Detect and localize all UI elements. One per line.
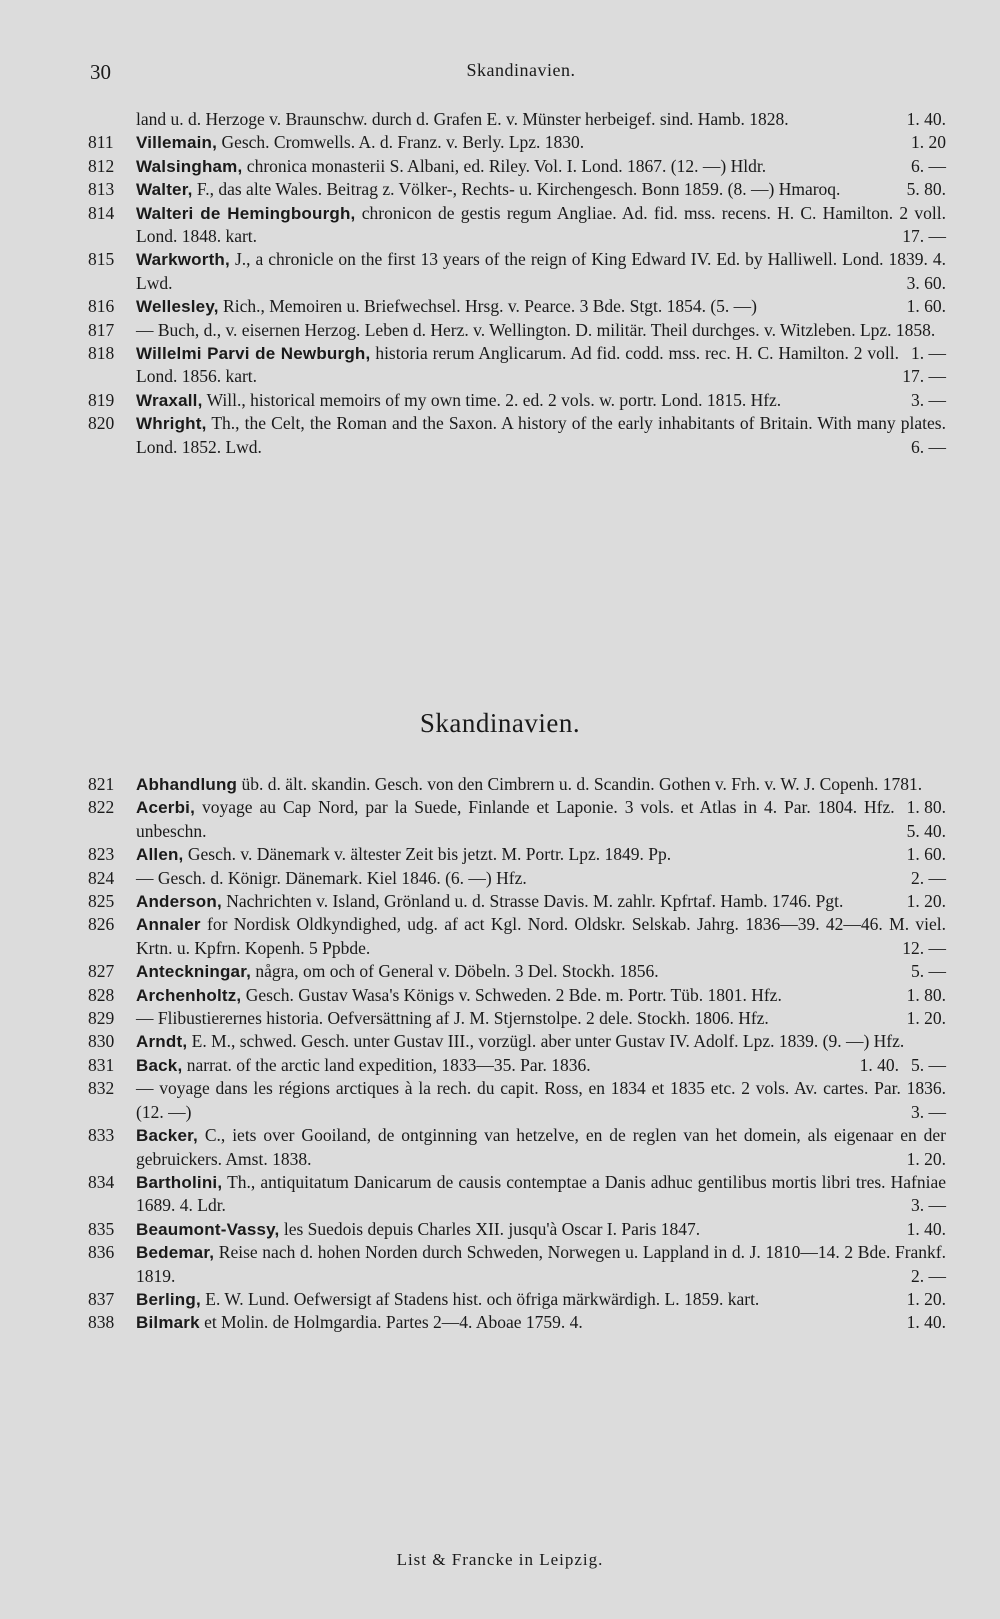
entry-price: 5. 80. bbox=[906, 179, 946, 200]
entry-price: 17. — bbox=[902, 226, 946, 247]
entry-price: 1. 80. bbox=[906, 797, 946, 818]
catalogue-entry bbox=[88, 960, 946, 983]
catalogue-entry bbox=[88, 984, 946, 1007]
entry-description: — Gesch. d. Königr. Dänemark. Kiel 1846. (6. —) Hfz. bbox=[136, 867, 527, 888]
entry-description: les Suedois depuis Charles XII. jusqu'à Oscar I. Paris 1847. bbox=[283, 1218, 701, 1239]
continuation-text: land u. d. Herzoge v. Braunschw. durch d. Grafen E. v. Münster herbeigef. sind. Hamb. 1828. bbox=[136, 109, 789, 129]
entry-description: Th., antiquitatum Danicarum de causis contemptae a Danis adhuc gentilibus mortis libri tres. Hafniae 1689. 4. Ldr. bbox=[136, 1171, 946, 1216]
entry-price: 3. 60. bbox=[906, 272, 946, 293]
entry-number: 837 bbox=[88, 1288, 115, 1309]
catalogue-entry bbox=[88, 131, 946, 154]
entry-number: 830 bbox=[88, 1031, 115, 1052]
entry-author: Backer, bbox=[136, 1126, 198, 1146]
entry-description: historia rerum Anglicarum. Ad fid. codd. mss. rec. H. C. Hamilton. 2 voll. Lond. 1856. kart. bbox=[136, 343, 899, 387]
entry-price: 1. 20 bbox=[911, 132, 946, 153]
entry-author: Back, bbox=[136, 1055, 183, 1075]
entry-number: 838 bbox=[88, 1312, 115, 1333]
entry-price: 1. 40. bbox=[906, 109, 946, 129]
entry-author: Allen, bbox=[136, 845, 184, 865]
entry-description: — Buch, d., v. eisernen Herzog. Leben d. Herz. v. Wellington. D. militär. Theil durchges. v. Witzleben. Lpz. 1858. bbox=[136, 319, 936, 340]
entry-author: Bilmark bbox=[136, 1313, 200, 1333]
entry-description: narrat. of the arctic land expedition, 1833—35. Par. 1836. bbox=[186, 1054, 591, 1075]
entry-description: Gesch. v. Dänemark v. ältester Zeit bis jetzt. M. Portr. Lpz. 1849. Pp. bbox=[187, 844, 672, 865]
entry-price: 5. — bbox=[911, 1054, 946, 1075]
entry-number: 825 bbox=[88, 891, 115, 912]
entry-number: 821 bbox=[88, 774, 115, 794]
entry-price: 12. — bbox=[902, 937, 946, 958]
entry-price: 1. 20. bbox=[906, 1288, 946, 1309]
catalogue-entry bbox=[88, 178, 946, 201]
entry-price: 3. — bbox=[911, 389, 946, 410]
catalogue-entry bbox=[88, 1288, 946, 1311]
catalogue-entry bbox=[88, 843, 946, 866]
entry-description: några, om och of General v. Döbeln. 3 Del. Stockh. 1856. bbox=[255, 961, 659, 982]
entry-number: 814 bbox=[88, 202, 115, 223]
entry-price: 17. — bbox=[902, 366, 946, 387]
entry-description: Reise nach d. hohen Norden durch Schweden, Norwegen u. Lappland in d. J. 1810—14. 2 Bde. Frankf. 1819. bbox=[136, 1242, 947, 1286]
entry-description: Rich., Memoiren u. Briefwechsel. Hrsg. v. Pearce. 3 Bde. Stgt. 1854. (5. —) bbox=[223, 296, 757, 317]
entry-number: 812 bbox=[88, 155, 115, 176]
catalogue-entry bbox=[88, 389, 946, 412]
entry-author: Abhandlung bbox=[136, 775, 238, 794]
catalogue-entry bbox=[88, 867, 946, 890]
entry-number: 823 bbox=[88, 844, 115, 865]
catalogue-entry bbox=[88, 248, 946, 295]
entry-number: 826 bbox=[88, 914, 115, 935]
entry-number: 828 bbox=[88, 984, 115, 1005]
entry-author: Bartholini, bbox=[136, 1172, 223, 1192]
entry-author: Archenholtz, bbox=[136, 985, 242, 1005]
entry-number: 819 bbox=[88, 389, 115, 410]
entry-description: chronica monasterii S. Albani, ed. Riley. Vol. I. Lond. 1867. (12. —) Hldr. bbox=[246, 155, 767, 176]
entry-number: 833 bbox=[88, 1125, 115, 1146]
entry-author: Anteckningar, bbox=[136, 962, 252, 982]
entry-number: 824 bbox=[88, 867, 115, 888]
page-number: 30 bbox=[90, 60, 111, 84]
entry-number: 813 bbox=[88, 179, 115, 200]
entry-author: Walter, bbox=[136, 180, 193, 200]
entry-description: chronicon de gestis regum Angliae. Ad. fid. mss. recens. H. C. Hamilton. 2 voll. Lond. 1848. kart. bbox=[136, 202, 946, 247]
catalogue-entry bbox=[88, 890, 946, 913]
footer-imprint: List & Francke in Leipzig. bbox=[396, 1550, 604, 1569]
entry-price: 1. 80. bbox=[906, 984, 946, 1005]
entry-description: voyage au Cap Nord, par la Suede, Finlande et Laponie. 3 vols. et Atlas in 4. Par. 1804. Hfz. unbeschn. bbox=[136, 797, 895, 841]
entry-author: Acerbi, bbox=[136, 798, 196, 818]
entry-description: E. M., schwed. Gesch. unter Gustav III., vorzügl. aber unter Gustav IV. Adolf. Lpz. 1839. (9. —) Hfz. bbox=[191, 1031, 905, 1052]
entry-list-after bbox=[88, 773, 946, 1335]
entry-description: E. W. Lund. Oefwersigt af Stadens hist. och öfriga märkwärdigh. L. 1859. kart. bbox=[205, 1288, 760, 1309]
entry-price: 3. — bbox=[911, 1195, 946, 1216]
entry-price: 6. — bbox=[911, 155, 946, 176]
catalogue-entry bbox=[88, 1077, 946, 1124]
catalogue-entry bbox=[88, 342, 946, 389]
catalogue-entry bbox=[88, 1218, 946, 1241]
entry-author: Walteri de Hemingbourgh, bbox=[136, 203, 356, 223]
entry-author: Arndt, bbox=[136, 1032, 188, 1052]
entry-description: F., das alte Wales. Beitrag z. Völker-, Rechts- u. Kirchengesch. Bonn 1859. (8. —) Hmaroq. bbox=[196, 179, 841, 200]
entry-number: 829 bbox=[88, 1008, 115, 1029]
entries-before-section bbox=[88, 108, 946, 459]
entry-description: Nachrichten v. Island, Grönland u. d. Strasse Davis. M. zahlr. Kpfrtaf. Hamb. 1746. Pgt. bbox=[226, 891, 844, 912]
entry-price: 1. 40. bbox=[906, 1218, 946, 1239]
entry-description: Th., the Celt, the Roman and the Saxon. A history of the early inhabitants of Britain. With many plates. Lond. 1852. Lwd. bbox=[136, 413, 946, 457]
entry-price: 1. 60. bbox=[906, 844, 946, 865]
entry-description: üb. d. ält. skandin. Gesch. von den Cimbrern u. d. Scandin. Gothen v. Frh. v. W. J. Copenh. 1781. bbox=[241, 774, 923, 794]
entry-price: 1. 40. bbox=[906, 1312, 946, 1333]
entry-author: Anderson, bbox=[136, 892, 222, 912]
entry-number: 835 bbox=[88, 1218, 115, 1239]
entries-after-section bbox=[88, 773, 946, 1335]
entry-price: 3. — bbox=[911, 1101, 946, 1122]
entry-author: Berling, bbox=[136, 1289, 201, 1309]
entry-author: Walsingham, bbox=[136, 156, 243, 176]
entry-description: — Flibustierernes historia. Oefversättning af J. M. Stjernstolpe. 2 dele. Stockh. 1806. Hfz. bbox=[136, 1008, 769, 1029]
entry-price: 5. — bbox=[911, 961, 946, 982]
entry-price: 1. — bbox=[911, 343, 946, 364]
entry-number: 831 bbox=[88, 1054, 115, 1075]
catalogue-entry bbox=[88, 796, 946, 843]
continuation-entry bbox=[88, 108, 946, 131]
entry-author: Wellesley, bbox=[136, 297, 219, 317]
running-head: Skandinavien. bbox=[466, 60, 576, 80]
entry-description: for Nordisk Oldkyndighed, udg. af act Kgl. Nord. Oldskr. Selskab. Jahrg. 1836—39. 42—46. M. viel. Krtn. u. Kpfrn. Kopenh. 5 Ppbde. bbox=[136, 914, 947, 958]
catalogue-entry bbox=[88, 913, 946, 960]
catalogue-entry bbox=[88, 295, 946, 318]
entry-number: 834 bbox=[88, 1171, 115, 1192]
entry-price: 2. — bbox=[911, 1265, 946, 1286]
catalogue-entry bbox=[88, 202, 946, 249]
catalogue-entry bbox=[88, 1054, 946, 1077]
entry-description: et Molin. de Holmgardia. Partes 2—4. Aboae 1759. 4. bbox=[204, 1312, 583, 1333]
entry-number: 822 bbox=[88, 797, 115, 818]
entry-price: 1. 20. bbox=[906, 1148, 946, 1169]
entry-description: — voyage dans les régions arctiques à la rech. du capit. Ross, en 1834 et 1835 etc. 2 vols. Av. cartes. Par. 1836. (12. —) bbox=[136, 1078, 946, 1122]
entry-price: 1. 40. bbox=[859, 1054, 899, 1075]
entry-price: 1. 20. bbox=[906, 891, 946, 912]
entry-number: 832 bbox=[88, 1078, 115, 1099]
page-header bbox=[90, 60, 952, 86]
entry-number: 815 bbox=[88, 249, 115, 270]
entry-author: Warkworth, bbox=[136, 250, 230, 270]
entry-description: J., a chronicle on the first 13 years of the reign of King Edward IV. Ed. by Halliwell. Lond. 1839. 4. Lwd. bbox=[136, 249, 946, 293]
entry-price: 2. — bbox=[911, 867, 946, 888]
entry-list-before bbox=[88, 131, 946, 459]
section-title: Skandinavien. bbox=[419, 708, 581, 738]
catalogue-entry bbox=[88, 1311, 946, 1334]
entry-price: 1. 60. bbox=[906, 296, 946, 317]
entry-number: 817 bbox=[88, 319, 115, 340]
entry-description: C., iets over Gooiland, de ontginning van hetzelve, en de reglen van het domein, als eigenaar en der gebruickers. Amst. 1838. bbox=[136, 1125, 947, 1169]
entry-number: 818 bbox=[88, 343, 115, 364]
entry-description: Will., historical memoirs of my own time. 2. ed. 2 vols. w. portr. Lond. 1815. Hfz. bbox=[206, 389, 782, 410]
entry-author: Wraxall, bbox=[136, 390, 203, 410]
entry-description: Gesch. Gustav Wasa's Königs v. Schweden. 2 Bde. m. Portr. Tüb. 1801. Hfz. bbox=[245, 984, 782, 1005]
entry-author: Annaler bbox=[136, 915, 201, 935]
entry-number: 811 bbox=[88, 132, 114, 153]
entry-price: 5. 40. bbox=[906, 820, 946, 841]
catalogue-entry bbox=[88, 1171, 946, 1218]
catalogue-entry bbox=[88, 1007, 946, 1030]
entry-author: Willelmi Parvi de Newburgh, bbox=[136, 344, 371, 364]
catalogue-entry bbox=[88, 1124, 946, 1171]
entry-price: 1. 20. bbox=[906, 1008, 946, 1029]
entry-number: 836 bbox=[88, 1242, 115, 1263]
entry-author: Whright, bbox=[136, 414, 207, 434]
entry-number: 820 bbox=[88, 413, 115, 434]
catalogue-entry bbox=[88, 412, 946, 459]
entry-author: Villemain, bbox=[136, 133, 218, 153]
entry-author: Beaumont-Vassy, bbox=[136, 1219, 280, 1239]
catalogue-entry bbox=[88, 155, 946, 178]
entry-price: 6. — bbox=[911, 436, 946, 457]
entry-number: 816 bbox=[88, 296, 115, 317]
entry-number: 827 bbox=[88, 961, 115, 982]
entry-author: Bedemar, bbox=[136, 1243, 215, 1263]
catalogue-entry bbox=[88, 1241, 946, 1288]
entry-description: Gesch. Cromwells. A. d. Franz. v. Berly. Lpz. 1830. bbox=[221, 132, 585, 153]
